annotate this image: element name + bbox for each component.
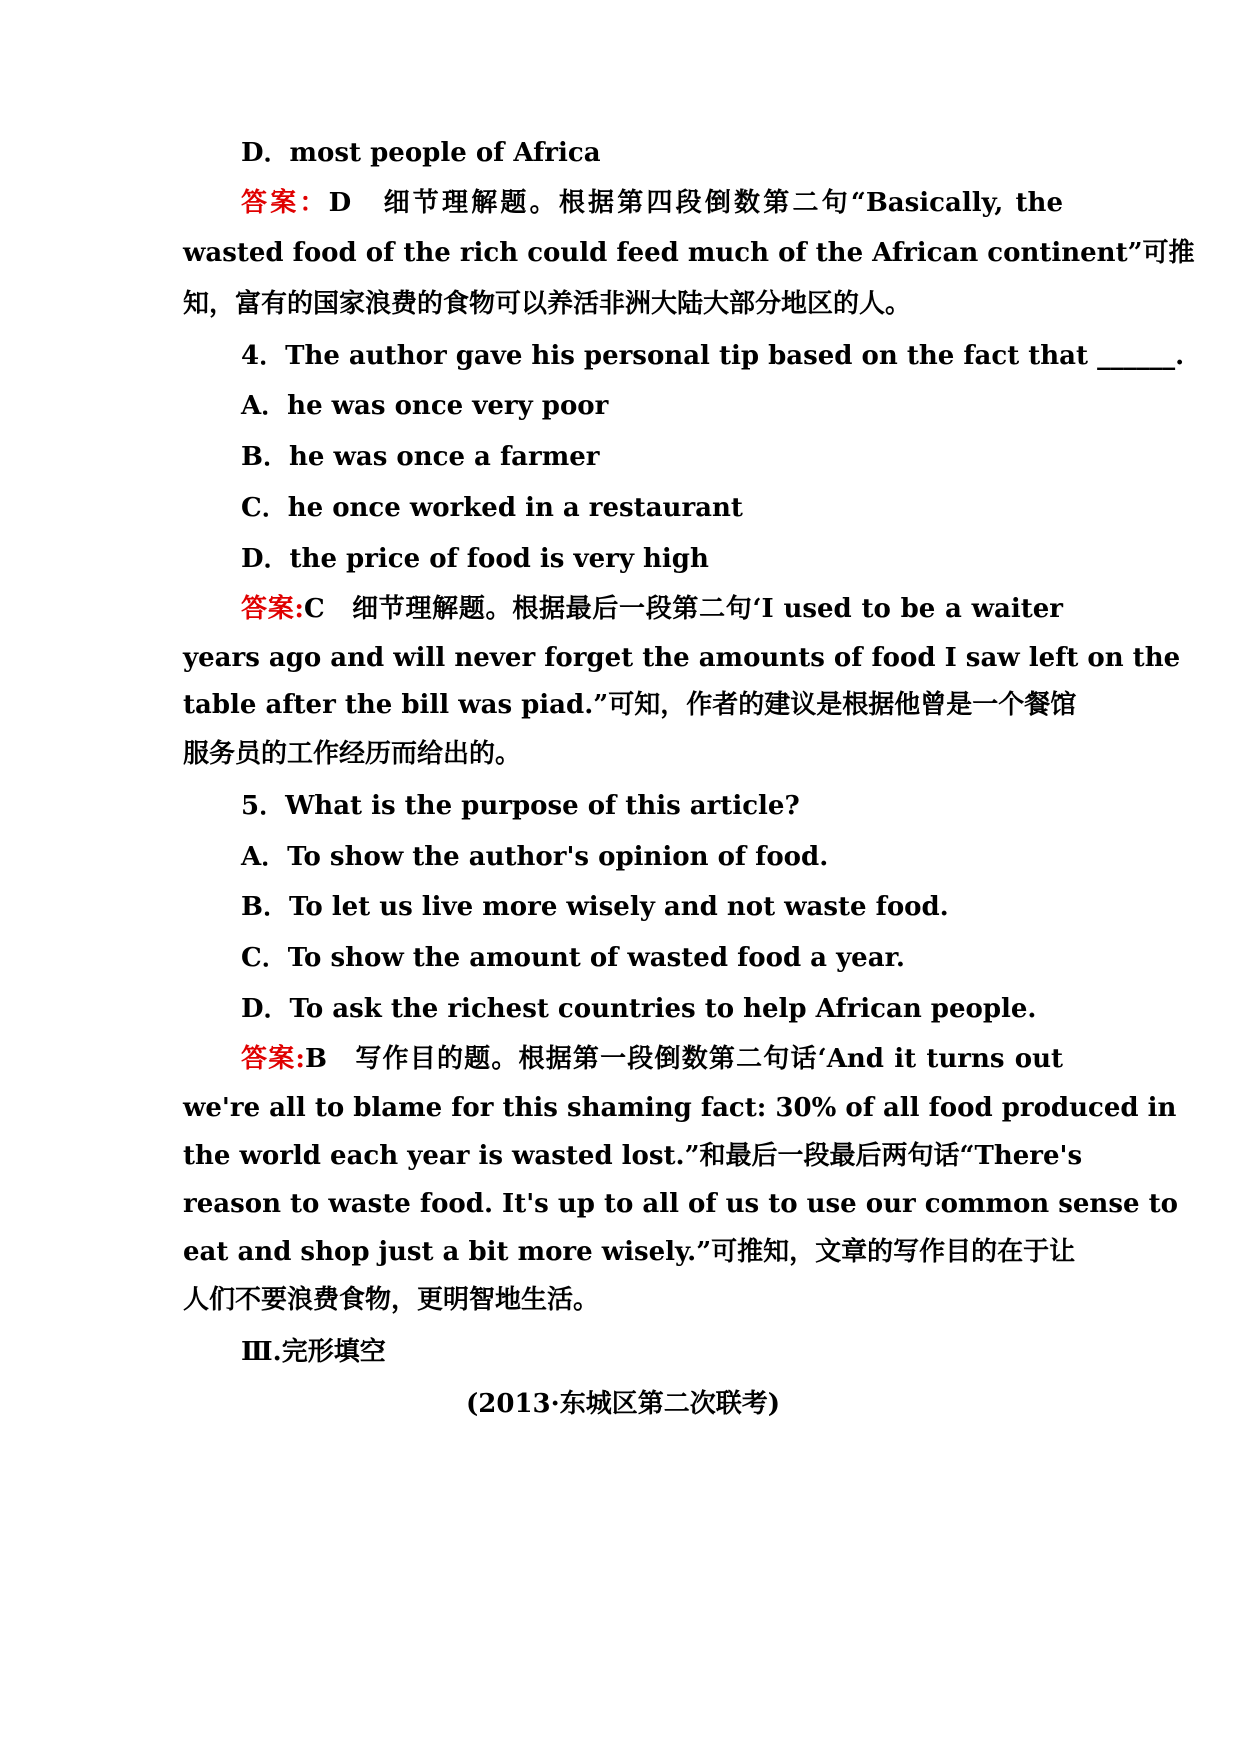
- q4-option-b: B．he was once a farmer: [241, 442, 600, 472]
- q3-answer-line3: 知，富有的国家浪费的食物可以养活非洲大陆大部分地区的人。: [183, 289, 912, 319]
- q5-answer-line5: eat and shop just a bit more wisely.”可推知，文章的写作目的在于让: [183, 1237, 1076, 1267]
- q5-answer-line4: reason to waste food. It's up to all of us to use our common sense to: [183, 1189, 1178, 1219]
- section-heading: Ⅲ.完形填空: [241, 1337, 386, 1367]
- answer-label: 答案:: [241, 1044, 305, 1074]
- q3-answer-line1: 答案：D 细节理解题。根据第四段倒数第二句“Basically, the: [241, 188, 1063, 218]
- q5-option-c: C．To show the amount of wasted food a year.: [241, 943, 905, 973]
- q4-answer-line1: 答案:C 细节理解题。根据最后一段第二句‘I used to be a waiter: [241, 594, 1063, 624]
- q4-option-d: D．the price of food is very high: [241, 544, 709, 574]
- q5-option-a: A．To show the author's opinion of food.: [241, 842, 829, 872]
- q5-answer-line6: 人们不要浪费食物，更明智地生活。: [183, 1285, 600, 1315]
- q3-answer-line2: wasted food of the rich could feed much of the African continent”可推: [183, 238, 1195, 268]
- q5-answer-line2: we're all to blame for this shaming fact: 30% of all food produced in: [183, 1093, 1177, 1123]
- q5-answer-line1: 答案:B 写作目的题。根据第一段倒数第二句话‘And it turns out: [241, 1044, 1064, 1074]
- q4-answer-line2: years ago and will never forget the amounts of food I saw left on the: [183, 643, 1181, 673]
- answer-label: 答案：: [241, 188, 329, 218]
- answer-label: 答案:: [241, 594, 304, 624]
- q4-answer-line3: table after the bill was piad.”可知，作者的建议是根据他曾是一个餐馆: [183, 690, 1077, 720]
- q5-question: 5．What is the purpose of this article?: [241, 791, 800, 821]
- q5-answer-line3: the world each year is wasted lost.”和最后一段最后两句话“There's: [183, 1141, 1083, 1171]
- passage-source: (2013·东城区第二次联考): [465, 1389, 781, 1419]
- q4-answer-line4: 服务员的工作经历而给出的。: [183, 739, 522, 769]
- q5-option-d: D．To ask the richest countries to help African people.: [241, 994, 1037, 1024]
- q3-option-d: D．most people of Africa: [241, 138, 601, 168]
- q4-option-a: A．he was once very poor: [241, 391, 609, 421]
- q4-option-c: C．he once worked in a restaurant: [241, 493, 743, 523]
- q4-question: 4．The author gave his personal tip based on the fact that ______.: [241, 341, 1185, 371]
- q5-option-b: B．To let us live more wisely and not waste food.: [241, 892, 949, 922]
